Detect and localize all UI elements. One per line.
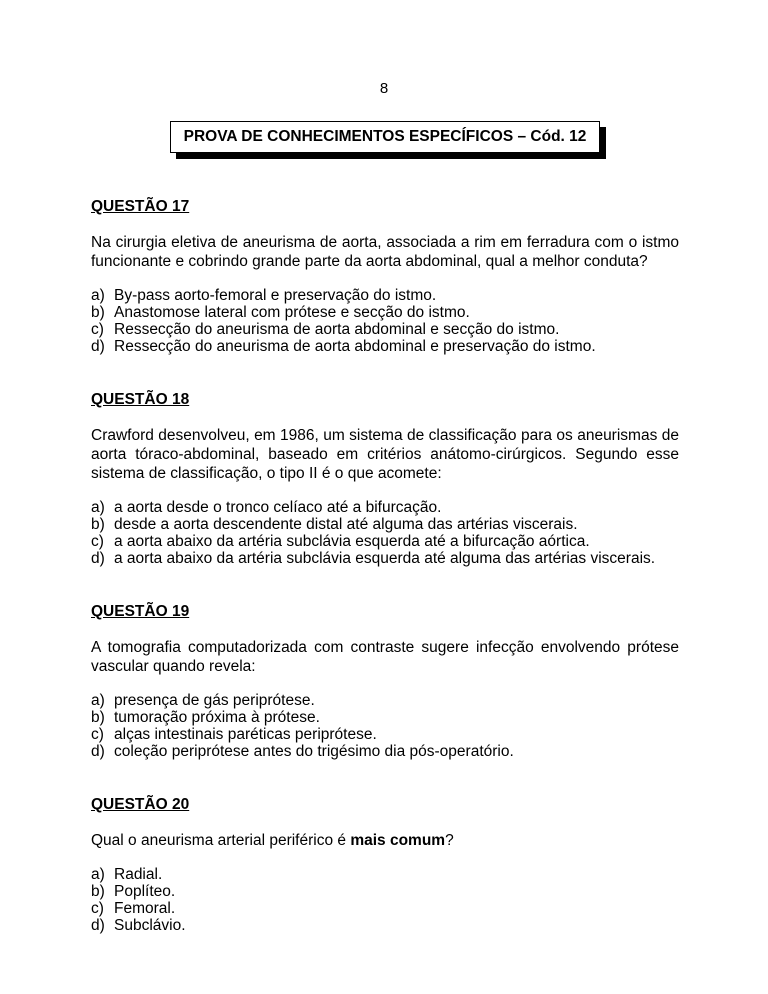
option-d (91, 917, 679, 934)
question-19 (91, 603, 679, 760)
option-letter: a) (91, 499, 105, 516)
option-text: tumoração próxima à prótese. (114, 709, 320, 726)
option-b (91, 516, 679, 533)
option-b (91, 709, 679, 726)
questions-list (91, 198, 679, 970)
option-text: coleção periprótese antes do trigésimo dia pós-operatório. (114, 743, 514, 760)
question-text: Crawford desenvolveu, em 1986, um sistema de classificação para os aneurismas de aorta tóraco-abdominal, baseado em critérios anátomo-cirúrgicos. Segundo esse sistema de classificação, o tipo II é o que acomete: (91, 427, 679, 482)
options-list (91, 499, 679, 567)
option-letter: d) (91, 743, 105, 760)
option-text: a aorta abaixo da artéria subclávia esquerda até alguma das artérias viscerais. (114, 550, 656, 567)
option-letter: d) (91, 550, 105, 567)
option-text: Subclávio. (114, 917, 186, 934)
question-text (91, 831, 679, 850)
question-18 (91, 391, 679, 567)
option-text: a aorta desde o tronco celíaco até a bifurcação. (114, 499, 442, 516)
option-d (91, 550, 679, 567)
option-letter: b) (91, 304, 105, 321)
option-text: alças intestinais paréticas periprótese. (114, 726, 377, 743)
question-text-after: ? (445, 832, 454, 849)
option-a (91, 287, 679, 304)
question-17 (91, 198, 679, 355)
question-text: Na cirurgia eletiva de aneurisma de aorta, associada a rim em ferradura com o istmo funcionante e cobrindo grande parte da aorta abdominal, qual a melhor conduta? (91, 234, 679, 270)
exam-header-title: PROVA DE CONHECIMENTOS ESPECÍFICOS – Cód. 12 (183, 128, 587, 145)
option-text: a aorta abaixo da artéria subclávia esquerda até a bifurcação aórtica. (114, 533, 590, 550)
option-letter: c) (91, 533, 104, 550)
options-list (91, 866, 679, 934)
question-20 (91, 796, 679, 934)
option-text: Femoral. (114, 900, 176, 917)
option-c (91, 321, 679, 338)
option-text: Radial. (114, 866, 163, 883)
option-letter: b) (91, 883, 105, 900)
question-text-before: Qual o aneurisma arterial periférico é (91, 832, 351, 849)
page-number: 8 (379, 80, 389, 97)
option-c (91, 900, 679, 917)
option-text: desde a aorta descendente distal até alguma das artérias viscerais. (114, 516, 578, 533)
option-letter: c) (91, 321, 104, 338)
question-title: QUESTÃO 19 (91, 603, 190, 620)
option-text: Ressecção do aneurisma de aorta abdominal e preservação do istmo. (114, 338, 596, 355)
question-text: A tomografia computadorizada com contraste sugere infecção envolvendo prótese vascular quando revela: (91, 639, 679, 675)
option-a (91, 499, 679, 516)
option-text: By-pass aorto-femoral e preservação do istmo. (114, 287, 437, 304)
option-letter: c) (91, 726, 104, 743)
option-letter: a) (91, 866, 105, 883)
option-letter: d) (91, 338, 105, 355)
options-list (91, 692, 679, 760)
option-letter: a) (91, 287, 105, 304)
question-text-emphasis: mais comum (350, 832, 446, 849)
option-text: Poplíteo. (114, 883, 176, 900)
option-c (91, 533, 679, 550)
exam-header-box (170, 121, 600, 153)
question-title: QUESTÃO 17 (91, 198, 190, 215)
option-d (91, 743, 679, 760)
option-text: Ressecção do aneurisma de aorta abdominal e secção do istmo. (114, 321, 560, 338)
option-letter: d) (91, 917, 105, 934)
option-letter: b) (91, 516, 105, 533)
option-d (91, 338, 679, 355)
option-letter: c) (91, 900, 104, 917)
option-text: presença de gás periprótese. (114, 692, 315, 709)
question-title: QUESTÃO 18 (91, 391, 190, 408)
option-text: Anastomose lateral com prótese e secção do istmo. (114, 304, 470, 321)
option-c (91, 726, 679, 743)
option-letter: a) (91, 692, 105, 709)
option-letter: b) (91, 709, 105, 726)
option-a (91, 866, 679, 883)
option-b (91, 883, 679, 900)
option-b (91, 304, 679, 321)
options-list (91, 287, 679, 355)
option-a (91, 692, 679, 709)
question-title: QUESTÃO 20 (91, 796, 190, 813)
